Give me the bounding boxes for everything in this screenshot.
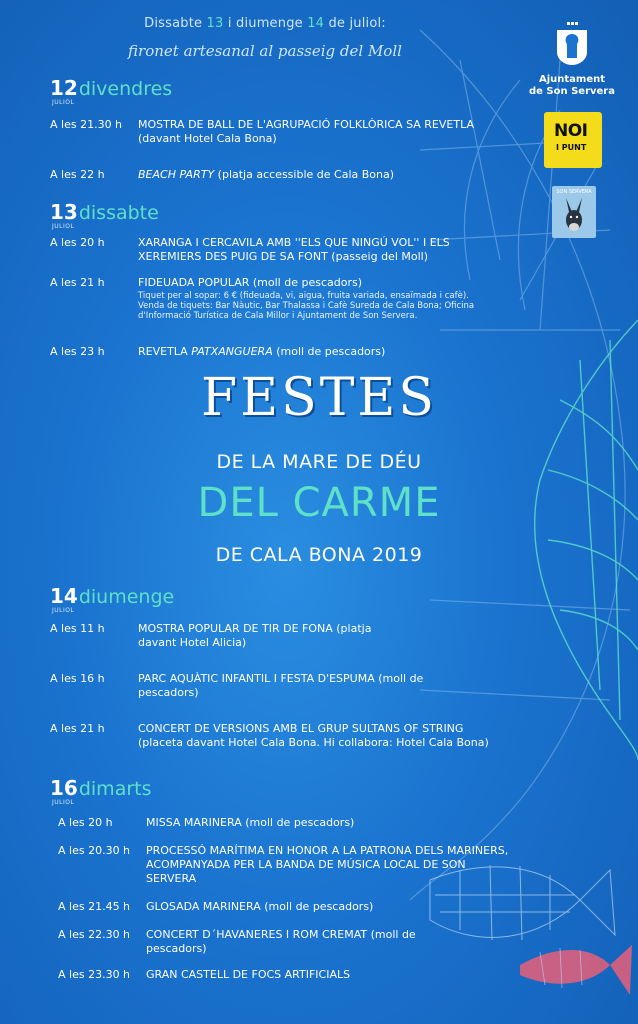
event-text-main: FIDEUADA POPULAR (moll de pescadors)	[138, 276, 363, 289]
day-month: JULIOL	[52, 99, 75, 106]
day-name: divendres	[78, 78, 173, 100]
title-festes: FESTES	[201, 368, 437, 428]
day-month: JULIOL	[52, 607, 75, 614]
event-time: A les 22.30 h	[58, 928, 131, 941]
title-line1: DE LA MARE DE DÉU	[216, 451, 422, 473]
event-text: XARANGA I CERCAVILA AMB ''ELS QUE NINGÚ VOL'' I ELS XEREMIERS DES PUIG DE SA FONT (passeig del Moll)	[138, 236, 450, 263]
day-header-14	[50, 584, 174, 614]
day-number: 13	[50, 200, 78, 224]
event-text: MOSTRA DE BALL DE L'AGRUPACIÓ FOLKLÒRICA SA REVETLA (davant Hotel Cala Bona)	[138, 118, 474, 145]
donkey-badge	[552, 186, 596, 238]
donkey-badge-label: SON SERVERA	[556, 189, 592, 195]
header-line1-c: de juliol:	[328, 16, 386, 31]
event-text-italic: PATXANGUERA	[191, 345, 273, 358]
event-text	[138, 168, 490, 182]
ajuntament-logo	[522, 22, 622, 98]
event-text	[138, 276, 490, 321]
event-text: CONCERT DE VERSIONS AMB EL GRUP SULTANS OF STRING (placeta davant Hotel Cala Bona. Hi collabora: Hotel Cala Bona)	[138, 722, 489, 749]
title-line2: DEL CARME	[197, 480, 441, 526]
noi-badge-subtitle: I PUNT	[556, 143, 587, 152]
noi-badge-title: NOI	[554, 121, 588, 141]
event-note: Tiquet per al sopar: 6 € (fideuada, vi, aigua, fruita variada, ensaïmada i cafè). Venda de tiquets: Bar Nàutic, Bar Thalassa i Cafè Sureda de Cala Bona; Oficina d'Informació Turística de Cala Millor i Ajuntament de Son Servera.	[138, 291, 475, 321]
event-time: A les 11 h	[50, 622, 105, 635]
day-name: diumenge	[78, 586, 175, 608]
header-market: fironet artesanal al passeig del Moll	[128, 42, 402, 60]
event-text-italic: BEACH PARTY	[138, 168, 215, 181]
event-time: A les 22 h	[50, 168, 105, 181]
event-time: A les 20 h	[50, 236, 105, 249]
event-time: A les 23.30 h	[58, 968, 131, 981]
header-line1-a: Dissabte	[144, 16, 203, 31]
day-name: dissabte	[78, 202, 159, 224]
event-text: MOSTRA POPULAR DE TIR DE FONA (platja davant Hotel Alicia)	[138, 622, 372, 649]
day-header-13	[50, 200, 159, 230]
event-time: A les 21 h	[50, 276, 105, 289]
title-line3: DE CALA BONA 2019	[215, 544, 423, 566]
town-crest-icon	[555, 22, 589, 66]
event-time: A les 21.30 h	[50, 118, 123, 131]
day-month: JULIOL	[52, 223, 75, 230]
event-text-pre: REVETLA	[138, 345, 192, 358]
day-number: 16	[50, 776, 78, 800]
event-text: CONCERT D´HAVANERES I ROM CREMAT (moll de pescadors)	[146, 928, 416, 955]
event-text: PARC AQUÀTIC INFANTIL I FESTA D'ESPUMA (moll de pescadors)	[138, 672, 424, 699]
event-time: A les 21 h	[50, 722, 105, 735]
day-name: dimarts	[78, 778, 152, 800]
day-number: 12	[50, 76, 78, 100]
event-time: A les 20 h	[58, 816, 113, 829]
header-line1-b: i diumenge	[227, 16, 303, 31]
day-month: JULIOL	[52, 799, 75, 806]
logo-line1: Ajuntament	[538, 74, 606, 85]
header-dates	[0, 16, 530, 31]
event-time: A les 23 h	[50, 345, 105, 358]
event-text: GLOSADA MARINERA (moll de pescadors)	[146, 900, 374, 913]
event-text: MISSA MARINERA (moll de pescadors)	[146, 816, 355, 829]
event-time: A les 16 h	[50, 672, 105, 685]
day-header-12	[50, 76, 172, 106]
header-day-14: 14	[307, 16, 325, 31]
event-text: PROCESSÓ MARÍTIMA EN HONOR A LA PATRONA DELS MARINERS, ACOMPANYADA PER LA BANDA DE MÚSICA LOCAL DE SON SERVERA	[146, 844, 509, 885]
day-header-16	[50, 776, 152, 806]
header-day-13: 13	[206, 16, 224, 31]
day-number: 14	[50, 584, 78, 608]
event-time: A les 20.30 h	[58, 844, 131, 857]
noi-i-punt-badge	[544, 112, 602, 168]
event-text	[138, 345, 490, 359]
donkey-icon	[552, 186, 596, 238]
event-text: GRAN CASTELL DE FOCS ARTIFICIALS	[146, 968, 351, 981]
event-text-rest: (platja accessible de Cala Bona)	[214, 168, 395, 181]
event-text-rest: (moll de pescadors)	[272, 345, 386, 358]
event-time: A les 21.45 h	[58, 900, 131, 913]
logo-line2: de Son Servera	[529, 86, 615, 97]
